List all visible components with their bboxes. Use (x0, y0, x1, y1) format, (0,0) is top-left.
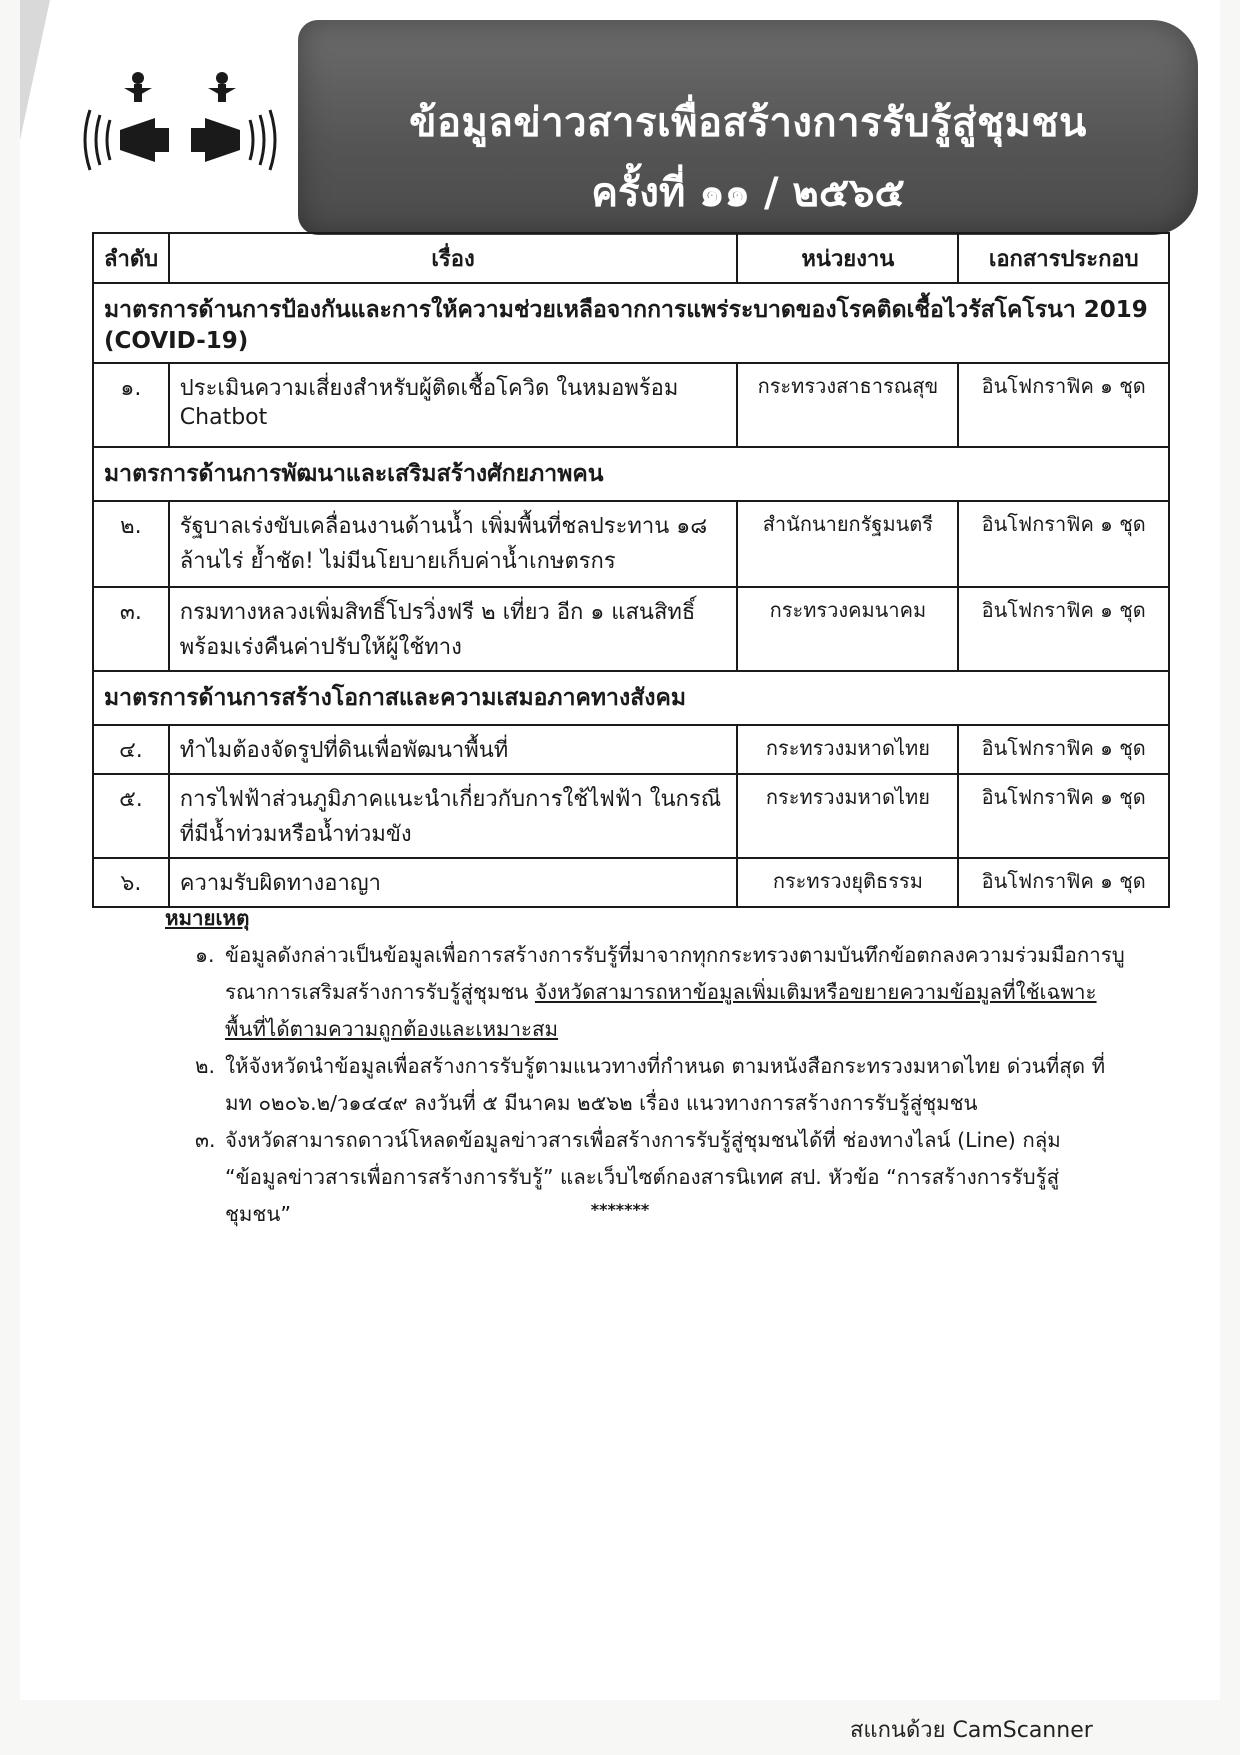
row-topic: กรมทางหลวงเพิ่มสิทธิ์โปรวิ่งฟรี ๒ เที่ยว อีก ๑ แสนสิทธิ์ พร้อมเร่งคืนค่าปรับให้ผู้ใช้ทาง (169, 587, 738, 671)
note-text: ข้อมูลดังกล่าวเป็นข้อมูลเพื่อการสร้างการรับรู้ที่มาจากทุกกระทรวงตามบันทึกข้อตกลงความร่วมมือการบูรณาการเสริมสร้างการรับรู้สู่ชุมชน (225, 943, 1125, 1004)
row-topic: ทำไมต้องจัดรูปที่ดินเพื่อพัฒนาพื้นที่ (169, 725, 738, 774)
row-topic: ประเมินความเสี่ยงสำหรับผู้ติดเชื้อโควิด ในหมอพร้อม Chatbot (169, 363, 738, 447)
note-item (165, 937, 1125, 1048)
row-agency: กระทรวงมหาดไทย (737, 774, 958, 858)
row-document: อินโฟกราฟิค ๑ ชุด (958, 774, 1169, 858)
table-row (93, 501, 1169, 587)
row-document: อินโฟกราฟิค ๑ ชุด (958, 363, 1169, 447)
row-number: ๒. (93, 501, 169, 587)
section-row (93, 283, 1169, 363)
note-number: ๑. (195, 943, 215, 967)
news-table (92, 232, 1170, 908)
issue-number: ครั้งที่ ๑๑ / ๒๕๖๕ (591, 170, 905, 216)
header-topic: เรื่อง (169, 233, 738, 283)
note-item (165, 1048, 1125, 1122)
note-number: ๓. (195, 1128, 216, 1152)
row-document: อินโฟกราฟิค ๑ ชุด (958, 725, 1169, 774)
header-no: ลำดับ (93, 233, 169, 283)
note-text: ให้จังหวัดนำข้อมูลเพื่อสร้างการรับรู้ตามแนวทางที่กำหนด ตามหนังสือกระทรวงมหาดไทย ด่วนที่สุด ที่ มท ๐๒๐๖.๒/ว๑๔๔๙ ลงวันที่ ๕ มีนาคม ๒๕๖๒ เรื่อง แนวทางการสร้างการรับรู้สู่ชุมชน (225, 1054, 1106, 1115)
section-title: มาตรการด้านการพัฒนาและเสริมสร้างศักยภาพคน (93, 447, 1169, 501)
notes-section (165, 900, 1125, 1233)
megaphone-logo-icon (80, 70, 280, 180)
row-number: ๕. (93, 774, 169, 858)
notes-title: หมายเหตุ (165, 906, 250, 930)
section-title: มาตรการด้านการป้องกันและการให้ความช่วยเหลือจากการแพร่ระบาดของโรคติดเชื้อไวรัสโคโรนา 2019 (COVID-19) (93, 283, 1169, 363)
row-document: อินโฟกราฟิค ๑ ชุด (958, 587, 1169, 671)
title-banner (298, 20, 1198, 235)
end-mark: ******* (590, 1200, 650, 1219)
section-row (93, 671, 1169, 725)
section-title: มาตรการด้านการสร้างโอกาสและความเสมอภาคทางสังคม (93, 671, 1169, 725)
row-number: ๔. (93, 725, 169, 774)
row-topic: ความรับผิดทางอาญา (169, 858, 738, 907)
row-document: อินโฟกราฟิค ๑ ชุด (958, 858, 1169, 907)
row-agency: กระทรวงมหาดไทย (737, 725, 958, 774)
note-number: ๒. (195, 1054, 216, 1078)
row-agency: กระทรวงคมนาคม (737, 587, 958, 671)
section-row (93, 447, 1169, 501)
row-number: ๓. (93, 587, 169, 671)
row-topic: การไฟฟ้าส่วนภูมิภาคแนะนำเกี่ยวกับการใช้ไฟฟ้า ในกรณีที่มีน้ำท่วมหรือน้ำท่วมขัง (169, 774, 738, 858)
table-row (93, 774, 1169, 858)
table-row (93, 363, 1169, 447)
row-agency: กระทรวงสาธารณสุข (737, 363, 958, 447)
row-number: ๑. (93, 363, 169, 447)
header-doc: เอกสารประกอบ (958, 233, 1169, 283)
scan-shadow (20, 0, 50, 140)
table-row (93, 725, 1169, 774)
header-agency: หน่วยงาน (737, 233, 958, 283)
row-number: ๖. (93, 858, 169, 907)
row-agency: สำนักนายกรัฐมนตรี (737, 501, 958, 587)
note-text: จังหวัดสามารถดาวน์โหลดข้อมูลข่าวสารเพื่อสร้างการรับรู้สู่ชุมชนได้ที่ ช่องทางไลน์ (Line) กลุ่ม “ข้อมูลข่าวสารเพื่อการสร้างการรับรู้” และเว็บไซต์กองสารนิเทศ สป. หัวข้อ “การสร้างการรับรู้สู่ชุมชน” (225, 1128, 1061, 1226)
table-row (93, 587, 1169, 671)
table-header-row (93, 233, 1169, 283)
scanner-watermark: สแกนด้วย CamScanner (850, 1718, 1093, 1743)
document-title: ข้อมูลข่าวสารเพื่อสร้างการรับรู้สู่ชุมชน (409, 100, 1087, 146)
row-topic: รัฐบาลเร่งขับเคลื่อนงานด้านน้ำ เพิ่มพื้นที่ชลประทาน ๑๘ ล้านไร่ ย้ำชัด! ไม่มีนโยบายเก็บค่าน้ำเกษตรกร (169, 501, 738, 587)
note-underlined-text: จังหวัดสามารถหาข้อมูลเพิ่มเติมหรือขยายความข้อมูลที่ใช้เฉพาะพื้นที่ได้ตามความถูกต้องและเหมาะสม (225, 980, 1097, 1041)
row-agency: กระทรวงยุติธรรม (737, 858, 958, 907)
row-document: อินโฟกราฟิค ๑ ชุด (958, 501, 1169, 587)
